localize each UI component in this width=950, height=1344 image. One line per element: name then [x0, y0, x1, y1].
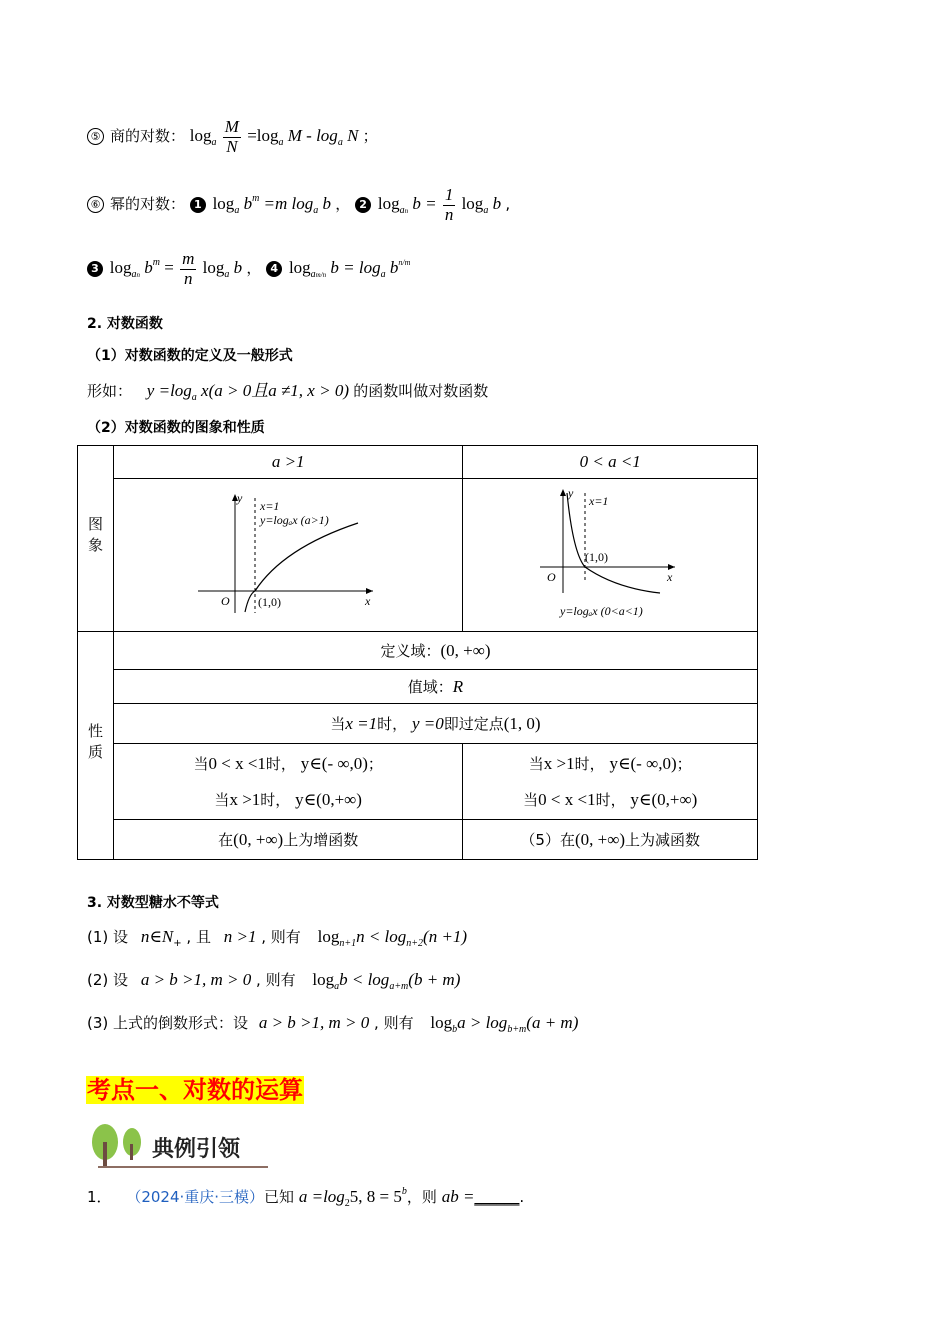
section-3-title: 3. 对数型糖水不等式 [87, 895, 219, 911]
bullet-1: 1 [190, 197, 206, 213]
domain-cell: 定义域：(0, +∞) [113, 632, 757, 670]
g2-ylabel: y [568, 486, 574, 500]
definition-formula: $y =\log_a$ x(a > 0且a ≠1, x > 0) [146, 381, 349, 403]
quotient-formula: $\log_a$ $\frac{M}{N}$ $=\log_a$ M - $\log_a N$ [189, 117, 359, 156]
power-formula-2: $\log_{an} b$ = $\frac{1}{n}$ $\log_a b$ [377, 185, 502, 224]
example-banner [90, 1122, 270, 1170]
graph-row-label: 图象 [78, 446, 114, 632]
monotonic-cell-increasing: 在(0, +∞)上为增函数 [113, 820, 462, 860]
rule-number: ⑤ [87, 128, 104, 145]
rule-number: ⑥ [87, 196, 104, 213]
inequality-1: (1) 设 $n\in N_+$ , 且 n >1 , 则有 $\log_{n+1}n < \log_{n+2}(n +1)$ [87, 927, 468, 949]
bullet-4: 4 [266, 261, 282, 277]
graph-cell-decreasing [463, 479, 758, 632]
section-2-sub1: （1）对数函数的定义及一般形式 [87, 348, 293, 364]
answer-blank[interactable]: ______ [474, 1188, 520, 1206]
section-2-title: 2. 对数函数 [87, 316, 163, 332]
banner-title: 典例引领 [152, 1137, 241, 1162]
inequality-2: (2) 设 a > b >1, m > 0 , 则有 $\log_ab < \log_{a+m}(b + m)$ [87, 970, 461, 992]
fixed-point-cell: 当x =1时， y =0即过定点(1, 0) [113, 704, 757, 744]
col-head-a-lt-1: 0 < a <1 [463, 446, 758, 479]
rule-label: 商的对数： [110, 127, 186, 146]
graph-increasing [193, 488, 383, 618]
rule-label: 幂的对数： [110, 195, 186, 214]
graph-cell-increasing [113, 479, 462, 632]
power-formula-3: $\log_{an} b^m$ = $\frac{m}{n}$ $\log_a b$ [109, 249, 243, 288]
g1-xlabel: x [365, 594, 371, 608]
g2-origin: O [547, 570, 556, 584]
log-function-table [77, 445, 758, 860]
col-head-a-gt-1: a >1 [113, 446, 462, 479]
definition-line: 形如： $y =\log_a$ x(a > 0且a ≠1, x > 0) 的函数叫做对数函数 [87, 381, 489, 403]
g2-xlabel: x [667, 570, 673, 584]
kaodian-heading: 考点一、对数的运算 [87, 1076, 303, 1104]
g2-func: y=logₐx (0<a<1) [560, 604, 643, 618]
example-source: （2024·重庆·三模） [126, 1188, 265, 1206]
example-1: 1． （2024·重庆·三模）已知 $a =\log_25$, $8 = 5^b$，则 ab =______. [87, 1186, 525, 1209]
bullet-3: 3 [87, 261, 103, 277]
monotonic-cell-decreasing: （5）在(0, +∞)上为减函数 [463, 820, 758, 860]
inequality-3: (3) 上式的倒数形式：设 a > b >1, m > 0 , 则有 $\log_ba > \log_{b+m}(a + m)$ [87, 1013, 579, 1035]
g1-ylabel: y [237, 491, 243, 505]
rule-power: ⑥ 幂的对数： 1 $\log_a b^m =m$ $\log_a b$ ， 2 $\log_{an} b$ = $\frac{1}{n}$ $\log_a b$ , [87, 186, 510, 224]
banner-underline [98, 1166, 268, 1168]
g2-vline: x=1 [589, 494, 609, 508]
g1-origin: O [221, 594, 230, 608]
range-cell: 值域：R [113, 670, 757, 704]
bullet-2: 2 [355, 197, 371, 213]
sign-cell-decreasing: 当x >1时， y∈(- ∞,0)； 当0 < x <1时， y∈(0,+∞) [463, 744, 758, 820]
graph-decreasing [535, 483, 685, 623]
rule-quotient: ⑤ 商的对数： $\log_a$ $\frac{M}{N}$ $=\log_a$ M - $\log_a N$ ； [87, 118, 378, 156]
section-2-sub2: （2）对数函数的图象和性质 [87, 420, 265, 436]
power-formula-4: $\log_{am/n} b = \log_a b^{n/m}$ [288, 258, 411, 281]
sign-cell-increasing: 当0 < x <1时， y∈(- ∞,0)； 当x >1时， y∈(0,+∞) [113, 744, 462, 820]
g1-func: y=logₐx (a>1) [260, 513, 329, 527]
tree-icon [90, 1122, 150, 1168]
rule-power-cont: 3 $\log_{an} b^m$ = $\frac{m}{n}$ $\log_a b$ ， 4 $\log_{am/n} b = \log_a b^{n/m}$ [87, 250, 410, 288]
g2-point: (1,0) [585, 550, 609, 564]
power-formula-1: $\log_a b^m =m$ $\log_a b$ [212, 193, 332, 217]
property-row-label: 性质 [78, 632, 114, 860]
g1-point: (1,0) [258, 595, 282, 609]
g1-vline: x=1 [260, 499, 280, 513]
